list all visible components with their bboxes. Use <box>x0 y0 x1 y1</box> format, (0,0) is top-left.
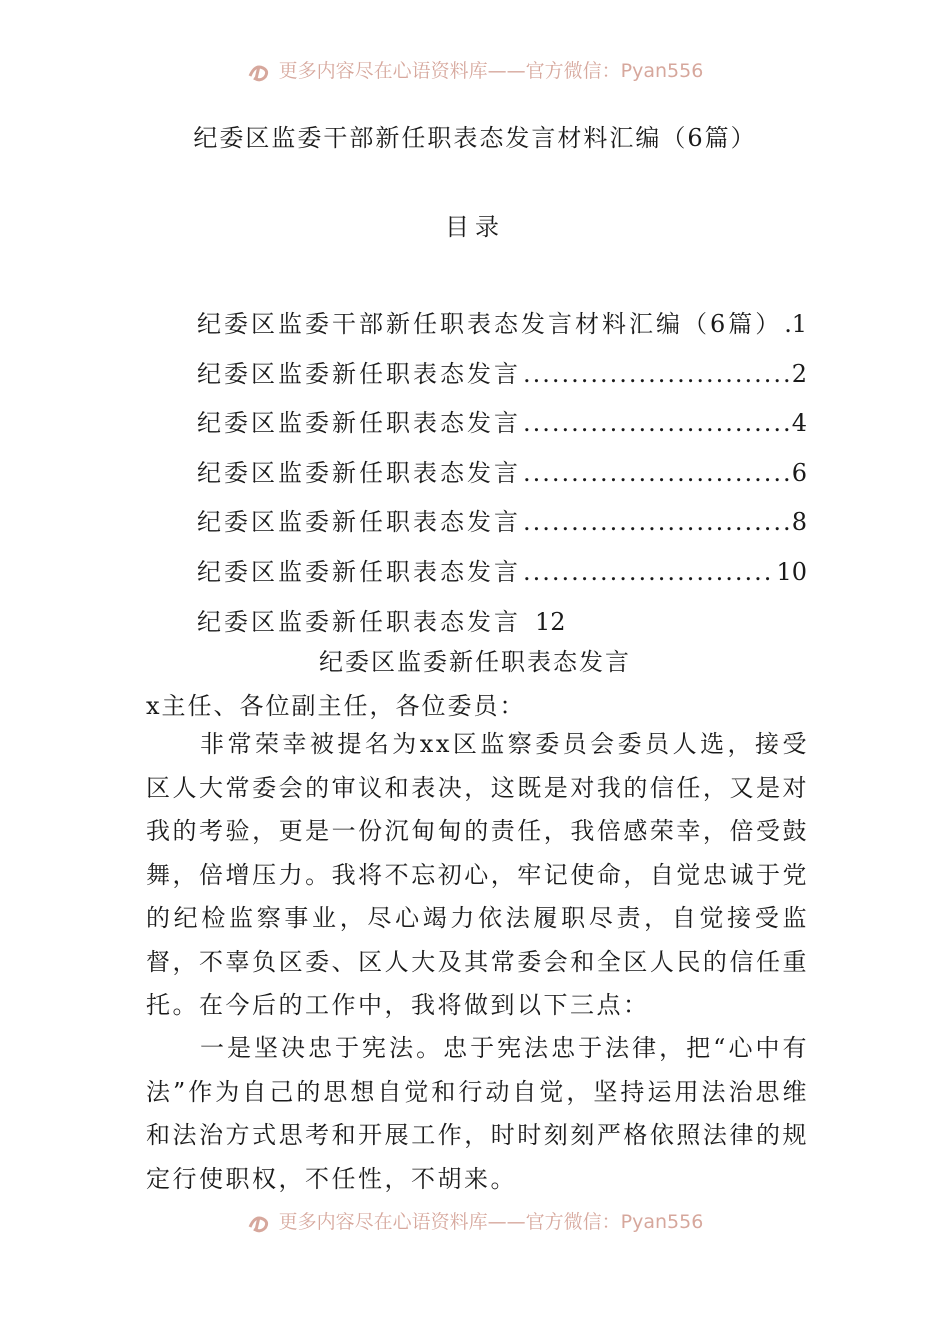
document-title: 纪委区监委干部新任职表态发言材料汇编（6篇） <box>193 124 757 152</box>
toc-leader-dots <box>523 558 774 586</box>
toc-heading: 目录 <box>445 213 505 241</box>
body-paragraph: 一是坚决忠于宪法。忠于宪法忠于法律，把“心中有法”作为自己的思想自觉和行动自觉，坚持运用法治思维和法治方式思考和开展工作，时时刻刻严格依照法律的规定行使职权，不任性，不胡来。 <box>146 1034 809 1193</box>
toc-leader-dots <box>784 310 789 338</box>
toc-leader-dots <box>523 409 790 437</box>
toc-leader-dots <box>523 459 790 487</box>
watermark-logo-icon <box>247 62 273 82</box>
toc-entry[interactable] <box>197 304 807 354</box>
watermark-text: 更多内容尽在心语资料库——官方微信：Pyan556 <box>278 60 704 82</box>
toc-entry-label: 纪委区监委新任职表态发言 <box>197 409 521 438</box>
toc-entry-label: 纪委区监委新任职表态发言 <box>197 508 521 537</box>
watermark-top <box>0 60 950 82</box>
toc-entry[interactable] <box>197 453 807 503</box>
toc-entry-label: 纪委区监委新任职表态发言 <box>197 557 521 586</box>
toc-entry-page: 10 <box>776 557 807 586</box>
toc-entry-page: 2 <box>791 359 807 388</box>
toc-entry-page: 4 <box>791 409 807 438</box>
toc-entry-label: 纪委区监委新任职表态发言 <box>197 359 521 388</box>
toc-entry-label: 纪委区监委新任职表态发言 <box>197 458 521 487</box>
table-of-contents <box>197 304 807 651</box>
toc-entry[interactable] <box>197 502 807 552</box>
toc-entry-page: 12 <box>535 607 566 636</box>
toc-entry[interactable] <box>197 354 807 404</box>
toc-entry-page: 8 <box>791 508 807 537</box>
watermark-text: 更多内容尽在心语资料库——官方微信：Pyan556 <box>278 1211 704 1233</box>
toc-entry[interactable] <box>197 403 807 453</box>
salutation: x主任、各位副主任，各位委员： <box>146 692 526 720</box>
toc-entry-label: 纪委区监委新任职表态发言 <box>197 607 521 636</box>
toc-entry-label: 纪委区监委干部新任职表态发言材料汇编（6篇） <box>197 310 783 338</box>
toc-leader-dots <box>523 508 790 536</box>
toc-entry-page: 1 <box>791 310 807 338</box>
body-paragraph: 非常荣幸被提名为xx区监察委员会委员人选，接受区人大常委会的审议和表决，这既是对我的信任，又是对我的考验，更是一份沉甸甸的责任，我倍感荣幸，倍受鼓舞，倍增压力。我将不忘初心，牢记使命，自觉忠诚于党的纪检监察事业，尽心竭力依法履职尽责，自觉接受监督，不辜负区委、区人大及其常委会和全区人民的信任重托。在今后的工作中，我将做到以下三点： <box>146 730 809 1019</box>
watermark-logo-icon <box>247 1213 273 1233</box>
watermark-bottom <box>0 1211 950 1233</box>
toc-entry[interactable] <box>197 552 807 602</box>
toc-entry-page: 6 <box>791 458 807 487</box>
section-title: 纪委区监委新任职表态发言 <box>319 648 631 676</box>
toc-leader-dots <box>523 360 790 388</box>
